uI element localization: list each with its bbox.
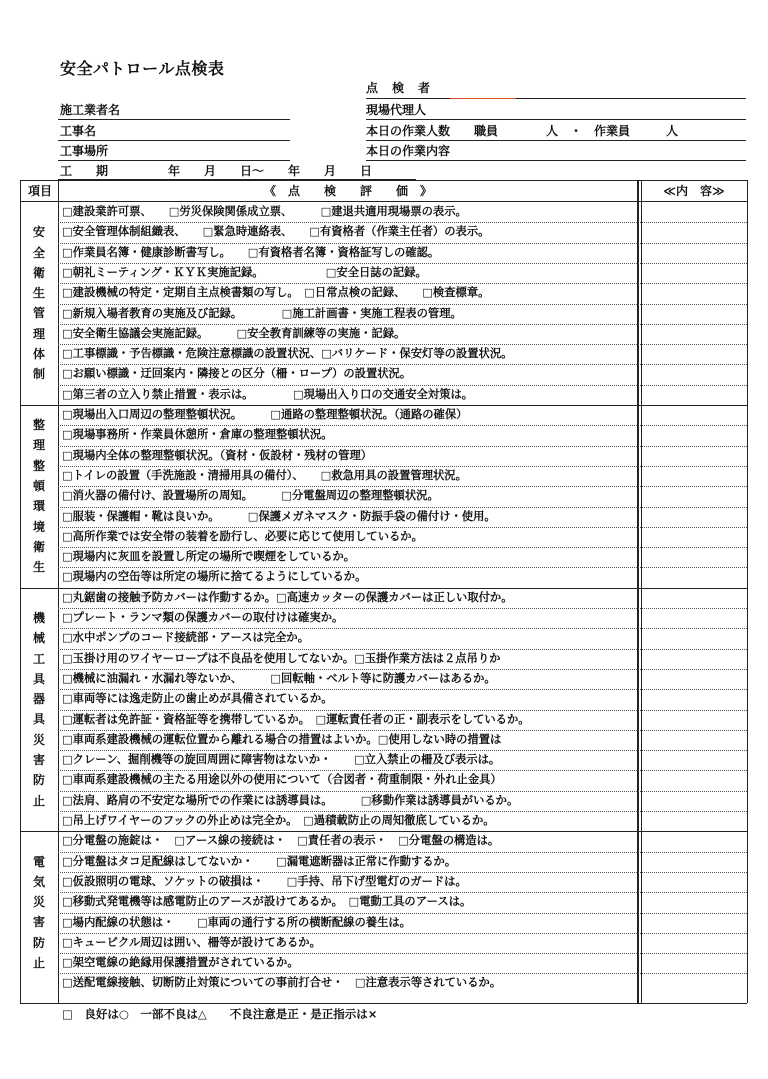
checklist-row: □作業員名簿・健康診断書写し。 □有資格者名簿・資格証写しの確認。 [62, 245, 440, 259]
checklist-row: □服装・保護帽・靴は良いか。 □保護メガネマスク・防振手袋の備付け・使用。 [62, 509, 496, 523]
checklist-row: □工事標識・予告標識・危険注意標識の設置状況、□バリケード・保安灯等の設置状況。 [62, 347, 513, 361]
checklist-row: □高所作業では安全帯の装着を励行し、必要に応じて使用しているか。 [62, 529, 423, 543]
checklist-row: □キュービクル周辺は囲い、柵等が設けてあるか。 [62, 935, 321, 949]
site-agent-label: 現場代理人 [366, 103, 427, 117]
checklist-row: □安全管理体制組織表、 □緊急時連絡表、 □有資格者（作業主任者）の表示。 [62, 225, 490, 239]
checklist-row: □吊上げワイヤーのフックの外止めは完全か。 □過積載防止の周知徹底しているか。 [62, 814, 495, 827]
checklist-row: □安全衛生協議会実施記録。 □安全教育訓練等の実施・記録。 [62, 326, 406, 340]
site-location-label: 工事場所 [60, 144, 109, 158]
checklist-row: □現場内全体の整理整頓状況。（資材・仮設材・残材の管理） [62, 448, 373, 462]
period-label: 工 期 年 月 日〜 年 月 日 [60, 164, 373, 178]
checklist-row: □現場内の空缶等は所定の場所に捨てるようにしているか。 [62, 570, 367, 584]
checklist-row: □車両等には逸走防止の歯止めが具備されているか。 [62, 692, 333, 706]
company-line [58, 119, 290, 120]
checklist-row: □新規入場者教育の実施及び記録。 □施工計画書・実施工程表の管理。 [62, 306, 462, 320]
work-content-line [366, 160, 746, 161]
company-label: 施工業者名 [60, 103, 121, 117]
inspector-line-accent [450, 98, 516, 99]
inspector-label: 点 検 者 [366, 81, 432, 95]
checklist-row: □現場内に灰皿を設置し所定の場所で喫煙をしているか。 [62, 550, 356, 564]
inspector-line-2 [516, 98, 746, 99]
checklist-row: □水中ポンプのコード接続部・アースは完全か。 [62, 631, 310, 645]
work-content-label: 本日の作業内容 [366, 144, 451, 158]
checklist-row: □移動式発電機等は感電防止のアースが設けてあるか。 □電動工具のアースは。 [62, 895, 472, 909]
workers-today-label: 本日の作業人数 職員 人 ・ 作業員 人 [366, 124, 679, 138]
page-title: 安全パトロール点検表 [60, 59, 225, 78]
table-bottom-border [20, 1003, 747, 1004]
checklist-row: □架空電線の絶縁用保護措置がされているか。 [62, 956, 299, 970]
checklist-row: □送配電線接触、切断防止対策についての事前打合せ・ □注意表示等されているか。 [62, 976, 502, 990]
section-category: 機 械 工 具 器 具 災 害 防 止 [32, 611, 45, 808]
checklist-row: □車両系建設機械の運転位置から離れる場合の措置はよいか。□使用しない時の措置は [62, 732, 502, 746]
checklist-row: □仮設照明の電球、ソケットの破損は・ □手持、吊下げ型電灯のガードは。 [62, 874, 467, 888]
workers-today-line [366, 140, 746, 141]
checklist-row: □法肩、路肩の不安定な場所での作業には誘導員は。 □移動作業は誘導員がいるか。 [62, 793, 519, 807]
checklist-row: □現場出入口周辺の整理整頓状況。 □通路の整理整頓状況。（通路の確保） [62, 408, 468, 421]
col-item-header: 項目 [27, 184, 52, 198]
work-name-label: 工事名 [60, 124, 97, 138]
checklist-row: □プレート・ランマ類の保護カバーの取付けは確実か。 [62, 611, 344, 624]
checklist-row: □分電盤はタコ足配線はしてないか・ □漏電遮断器は正常に作動するか。 [62, 854, 457, 868]
checklist-row: □現場事務所・作業員休憩所・倉庫の整理整頓状況。 [62, 428, 333, 442]
checklist-row: □第三者の立入り禁止措置・表示は。 □現場出入り口の交通安全対策は。 [62, 387, 474, 401]
checklist-row: □分電盤の施錠は・ □アース線の接続は・ □責任者の表示・ □分電盤の構造は。 [62, 834, 500, 848]
checklist-row: □お願い標識・迂回案内・隣接との区分（柵・ロープ）の設置状況。 [62, 367, 412, 381]
checklist-row: □車両系建設機械の主たる用途以外の使用について（合図者・荷重制限・外れ止金具） [62, 773, 502, 787]
section-category: 安 全 衛 生 管 理 体 制 [32, 225, 45, 382]
col-eval-header: 《 点 検 評 価 》 [263, 184, 432, 198]
col-content-header: ≪内 容≫ [663, 184, 725, 198]
checklist-row: □建設業許可票、 □労災保険関係成立票、 □建退共適用現場票の表示。 [62, 205, 467, 218]
checklist-row: □クレーン、掘削機等の旋回周囲に障害物はないか・ □立入禁止の柵及び表示は。 [62, 753, 501, 767]
checklist-row: □機械に油漏れ・水漏れ等ないか、 □回転軸・ベルト等に防護カバーはあるか。 [62, 671, 496, 685]
checklist-row: □建設機械の特定・定期自主点検書類の写し。 □日常点検の記録、 □検査標章。 [62, 286, 490, 300]
site-agent-line [366, 119, 746, 120]
rating-legend: □ 良好は○ 一部不良は△ 不良注意是正・是正指示は× [62, 1007, 378, 1021]
checklist-row: □丸鋸歯の接触予防カバーは作動するか。□高速カッターの保護カバーは正しい取付か。 [62, 590, 513, 604]
work-name-line [58, 140, 290, 141]
checklist-row: □運転者は免許証・資格証等を携帯しているか。 □運転責任者の正・副表示をしているか。 [62, 712, 530, 726]
checklist-row: □消火器の備付け、設置場所の周知。 □分電盤周辺の整理整頓状況。 [62, 489, 439, 503]
checklist-row: □トイレの設置（手洗施設・清掃用具の備付）、 □救急用具の設置管理状況。 [62, 468, 467, 482]
section-category: 整 理 整 頓 環 境 衛 生 [32, 418, 45, 575]
checklist-row: □朝礼ミーティング・ＫＹＫ実施記録。 □安全日誌の記録。 [62, 265, 427, 279]
site-location-line [58, 160, 290, 161]
section-category: 電 気 災 害 防 止 [32, 854, 45, 971]
checklist-row: □場内配線の状態は・ □車両の通行する所の横断配線の養生は。 [62, 915, 411, 929]
table-right-border [747, 180, 748, 1003]
checklist-row: □玉掛け用のワイヤーロープは不良品を使用してないか。□玉掛作業方法は２点吊りか [62, 651, 501, 665]
